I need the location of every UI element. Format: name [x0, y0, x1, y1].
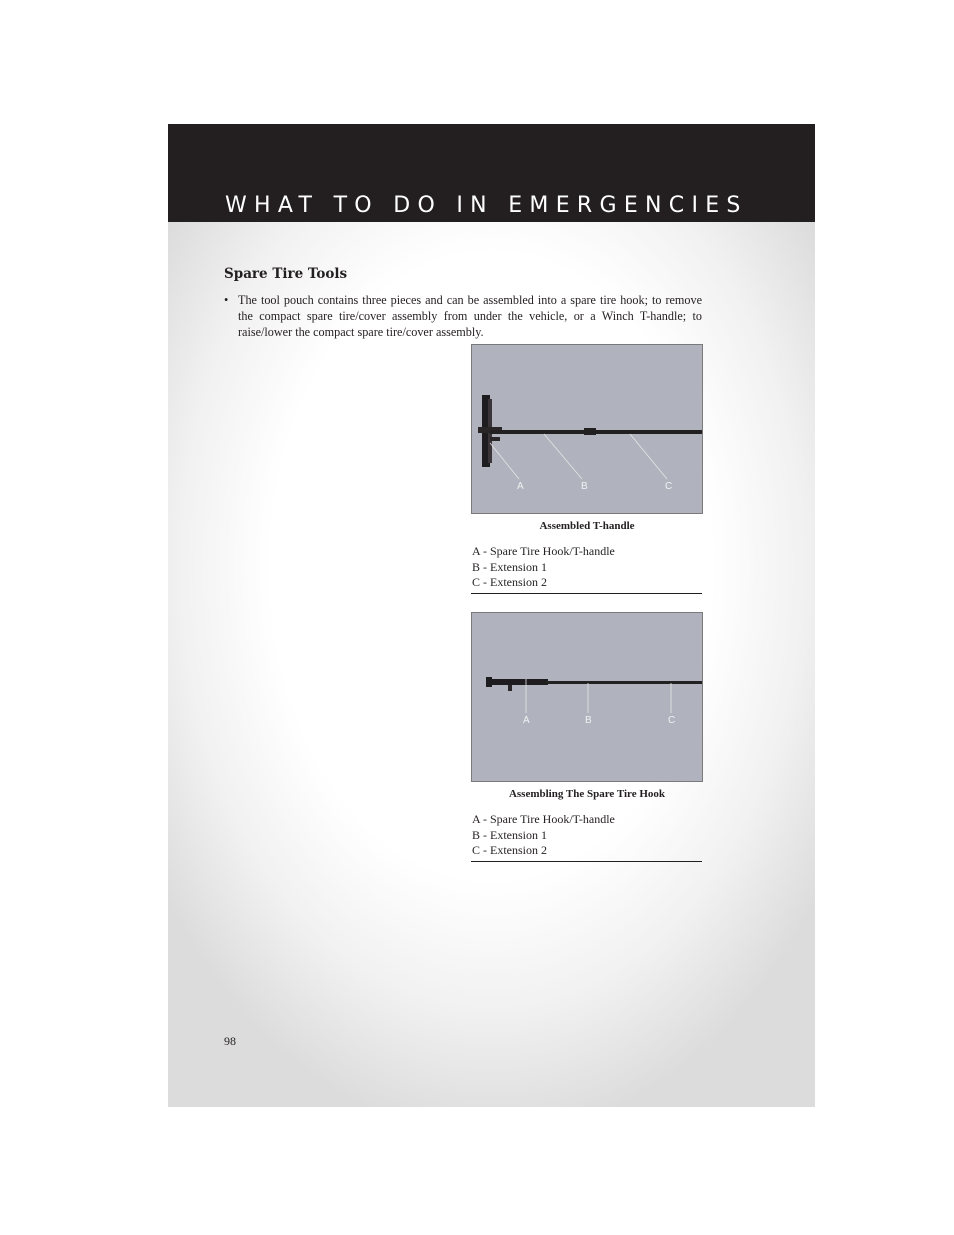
legend-item: B - Extension 1 — [472, 827, 547, 842]
legend-item: C - Extension 2 — [472, 843, 547, 857]
legend-item: B - Extension 1 — [472, 559, 547, 574]
label-c: C — [668, 715, 676, 726]
figure-caption: Assembling The Spare Tire Hook — [508, 788, 666, 800]
label-a: A — [517, 481, 524, 492]
page-number: 98 — [224, 1034, 236, 1048]
divider — [471, 593, 702, 594]
chapter-header — [168, 124, 815, 222]
spare-tire-hook-photo — [472, 613, 702, 781]
bullet-dot-icon: • — [224, 293, 229, 307]
figure-caption: Assembled T-handle — [539, 520, 635, 532]
figure-assembled-t-handle — [471, 344, 703, 514]
label-b: B — [585, 715, 592, 726]
section-title: Spare Tire Tools — [224, 266, 348, 282]
chapter-title: WHAT TO DO IN EMERGENCIES — [225, 193, 748, 218]
legend-item: A - Spare Tire Hook/T-handle — [472, 812, 615, 826]
t-handle-photo — [472, 345, 702, 513]
figure-legend — [472, 812, 702, 859]
label-b: B — [581, 481, 588, 492]
manual-page — [168, 124, 815, 1107]
label-a: A — [523, 715, 530, 726]
figure-legend — [472, 544, 702, 591]
legend-item: A - Spare Tire Hook/T-handle — [472, 544, 615, 558]
legend-item: C - Extension 2 — [472, 575, 547, 589]
figure-spare-tire-hook — [471, 612, 703, 782]
bullet-item — [224, 292, 702, 340]
label-c: C — [665, 481, 673, 492]
divider — [471, 861, 702, 862]
bullet-text: The tool pouch contains three pieces and can be assembled into a spare tire hook; to remove the compact spare tire/cover assembly from under the vehicle, or a Winch T-handle; to raise/lower the compact spare tire/cover assembly. — [238, 293, 702, 339]
